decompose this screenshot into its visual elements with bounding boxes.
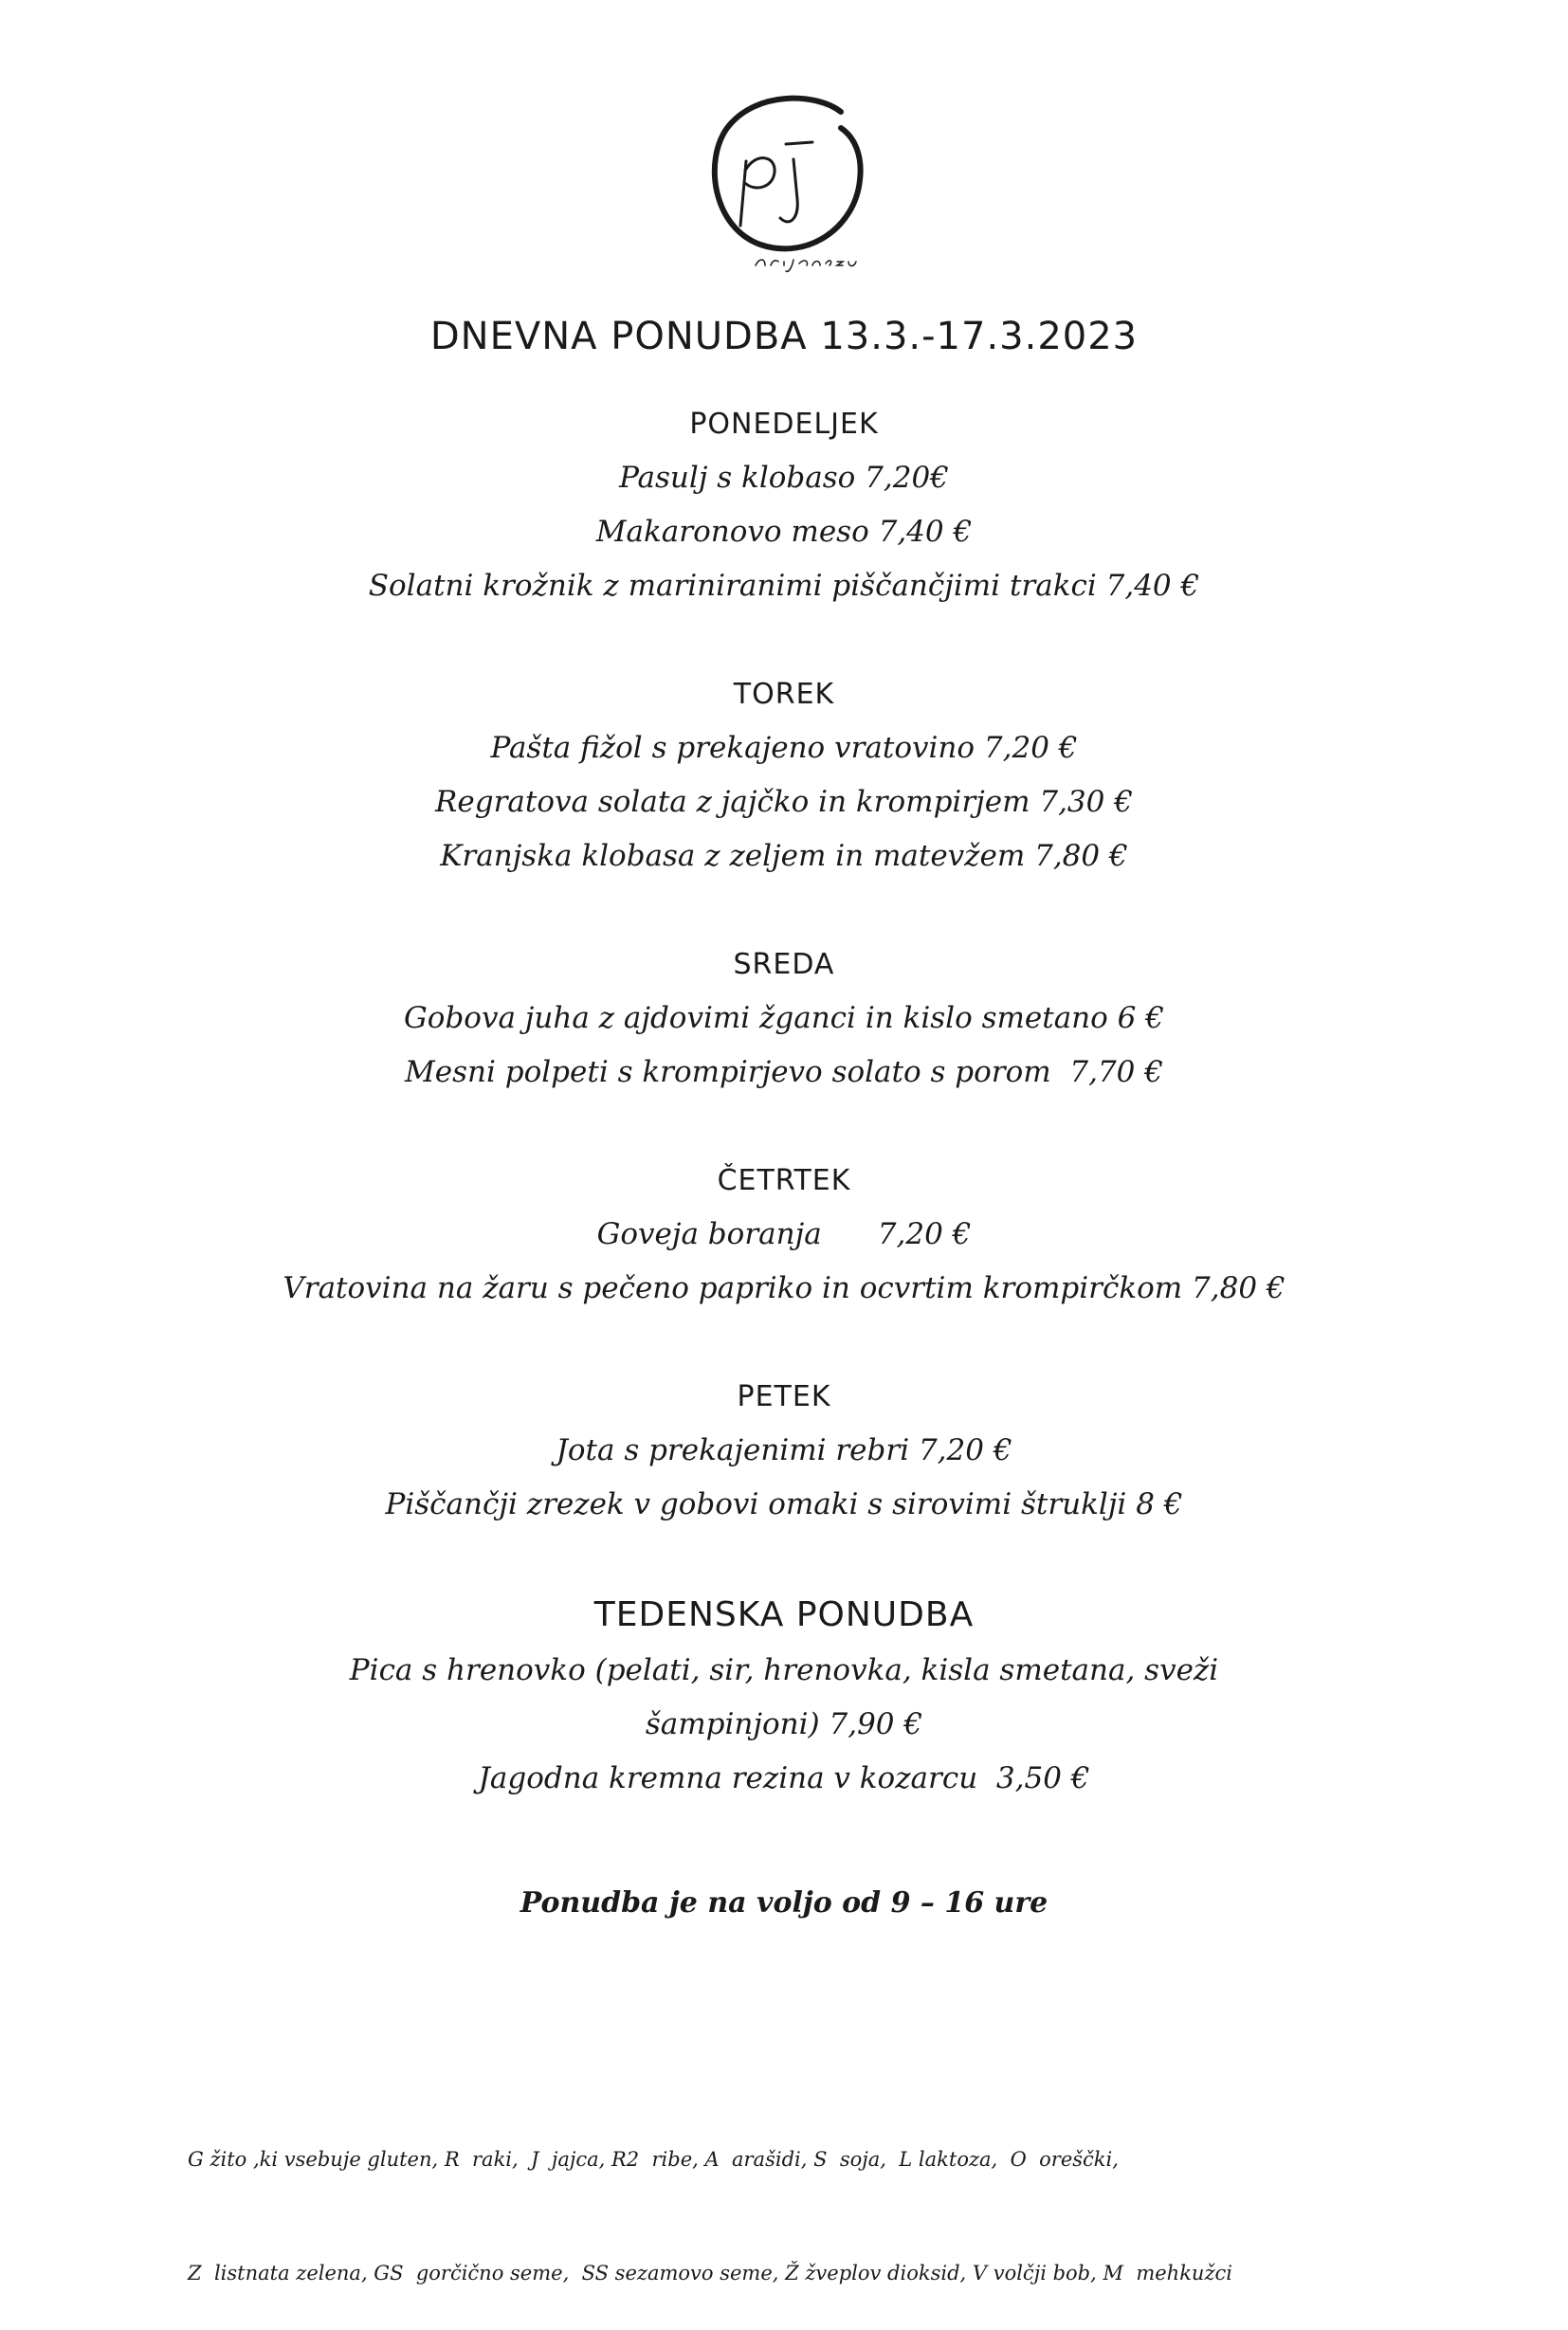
- weekly-item: šampinjoni) 7,90 €: [645, 1707, 923, 1741]
- page-title: DNEVNA PONUDBA 13.3.-17.3.2023: [429, 315, 1139, 358]
- day-section-thursday: [0, 1155, 1568, 1316]
- menu-item: Jota s prekajenimi rebri 7,20 €: [556, 1433, 1012, 1467]
- allergen-line: Z listnata zelena, GS gorčično seme, SS sezamovo seme, Ž žveplov dioksid, V volčji bob, M mehkužci: [188, 2262, 1232, 2284]
- day-heading: ČETRTEK: [717, 1164, 851, 1197]
- day-section-wednesday: [0, 938, 1568, 1100]
- weekly-item: Pica s hrenovko (pelati, sir, hrenovka, kisla smetana, sveži: [349, 1653, 1219, 1687]
- menu-item: Gobova juha z ajdovimi žganci in kislo smetano 6 €: [404, 1001, 1164, 1035]
- daily-menu: [0, 398, 1568, 1861]
- day-heading: PETEK: [737, 1380, 831, 1413]
- menu-item: Regratova solata z jajčko in krompirjem 7,30 €: [435, 785, 1133, 819]
- menu-item: Vratovina na žaru s pečeno papriko in ocvrtim krompirčkom 7,80 €: [283, 1271, 1285, 1305]
- allergen-line: G žito ,ki vsebuje gluten, R raki, J jajca, R2 ribe, A arašidi, S soja, L laktoza, O oreščki,: [188, 2148, 1119, 2171]
- day-heading: SREDA: [733, 948, 835, 981]
- weekly-offer-section: [0, 1587, 1568, 1806]
- day-section-friday: [0, 1371, 1568, 1532]
- weekly-item: Jagodna kremna rezina v kozarcu 3,50 €: [478, 1761, 1090, 1795]
- menu-item: Mesni polpeti s krompirjevo solato s porom 7,70 €: [405, 1055, 1163, 1089]
- menu-item: Makaronovo meso 7,40 €: [595, 515, 973, 549]
- menu-item: Solatni krožnik z mariniranimi piščančjimi trakci 7,40 €: [368, 569, 1200, 603]
- day-section-monday: [0, 398, 1568, 613]
- menu-item: Pašta fižol s prekajeno vratovino 7,20 €: [490, 731, 1078, 765]
- restaurant-logo: [699, 85, 879, 275]
- weekly-heading: TEDENSKA PONUDBA: [593, 1595, 975, 1634]
- allergen-legend: [188, 2065, 1232, 2330]
- logo-emblem-icon: [699, 85, 879, 275]
- day-heading: PONEDELJEK: [689, 408, 879, 441]
- menu-item: Piščančji zrezek v gobovi omaki s sirovimi štruklji 8 €: [385, 1487, 1183, 1521]
- menu-item: Goveja boranja 7,20 €: [596, 1217, 972, 1251]
- day-heading: TOREK: [733, 678, 835, 711]
- menu-item: Kranjska klobasa z zeljem in matevžem 7,80 €: [440, 839, 1128, 873]
- availability-note: Ponudba je na voljo od 9 – 16 ure: [520, 1886, 1048, 1920]
- menu-item: Pasulj s klobaso 7,20€: [619, 461, 949, 495]
- day-section-tuesday: [0, 668, 1568, 883]
